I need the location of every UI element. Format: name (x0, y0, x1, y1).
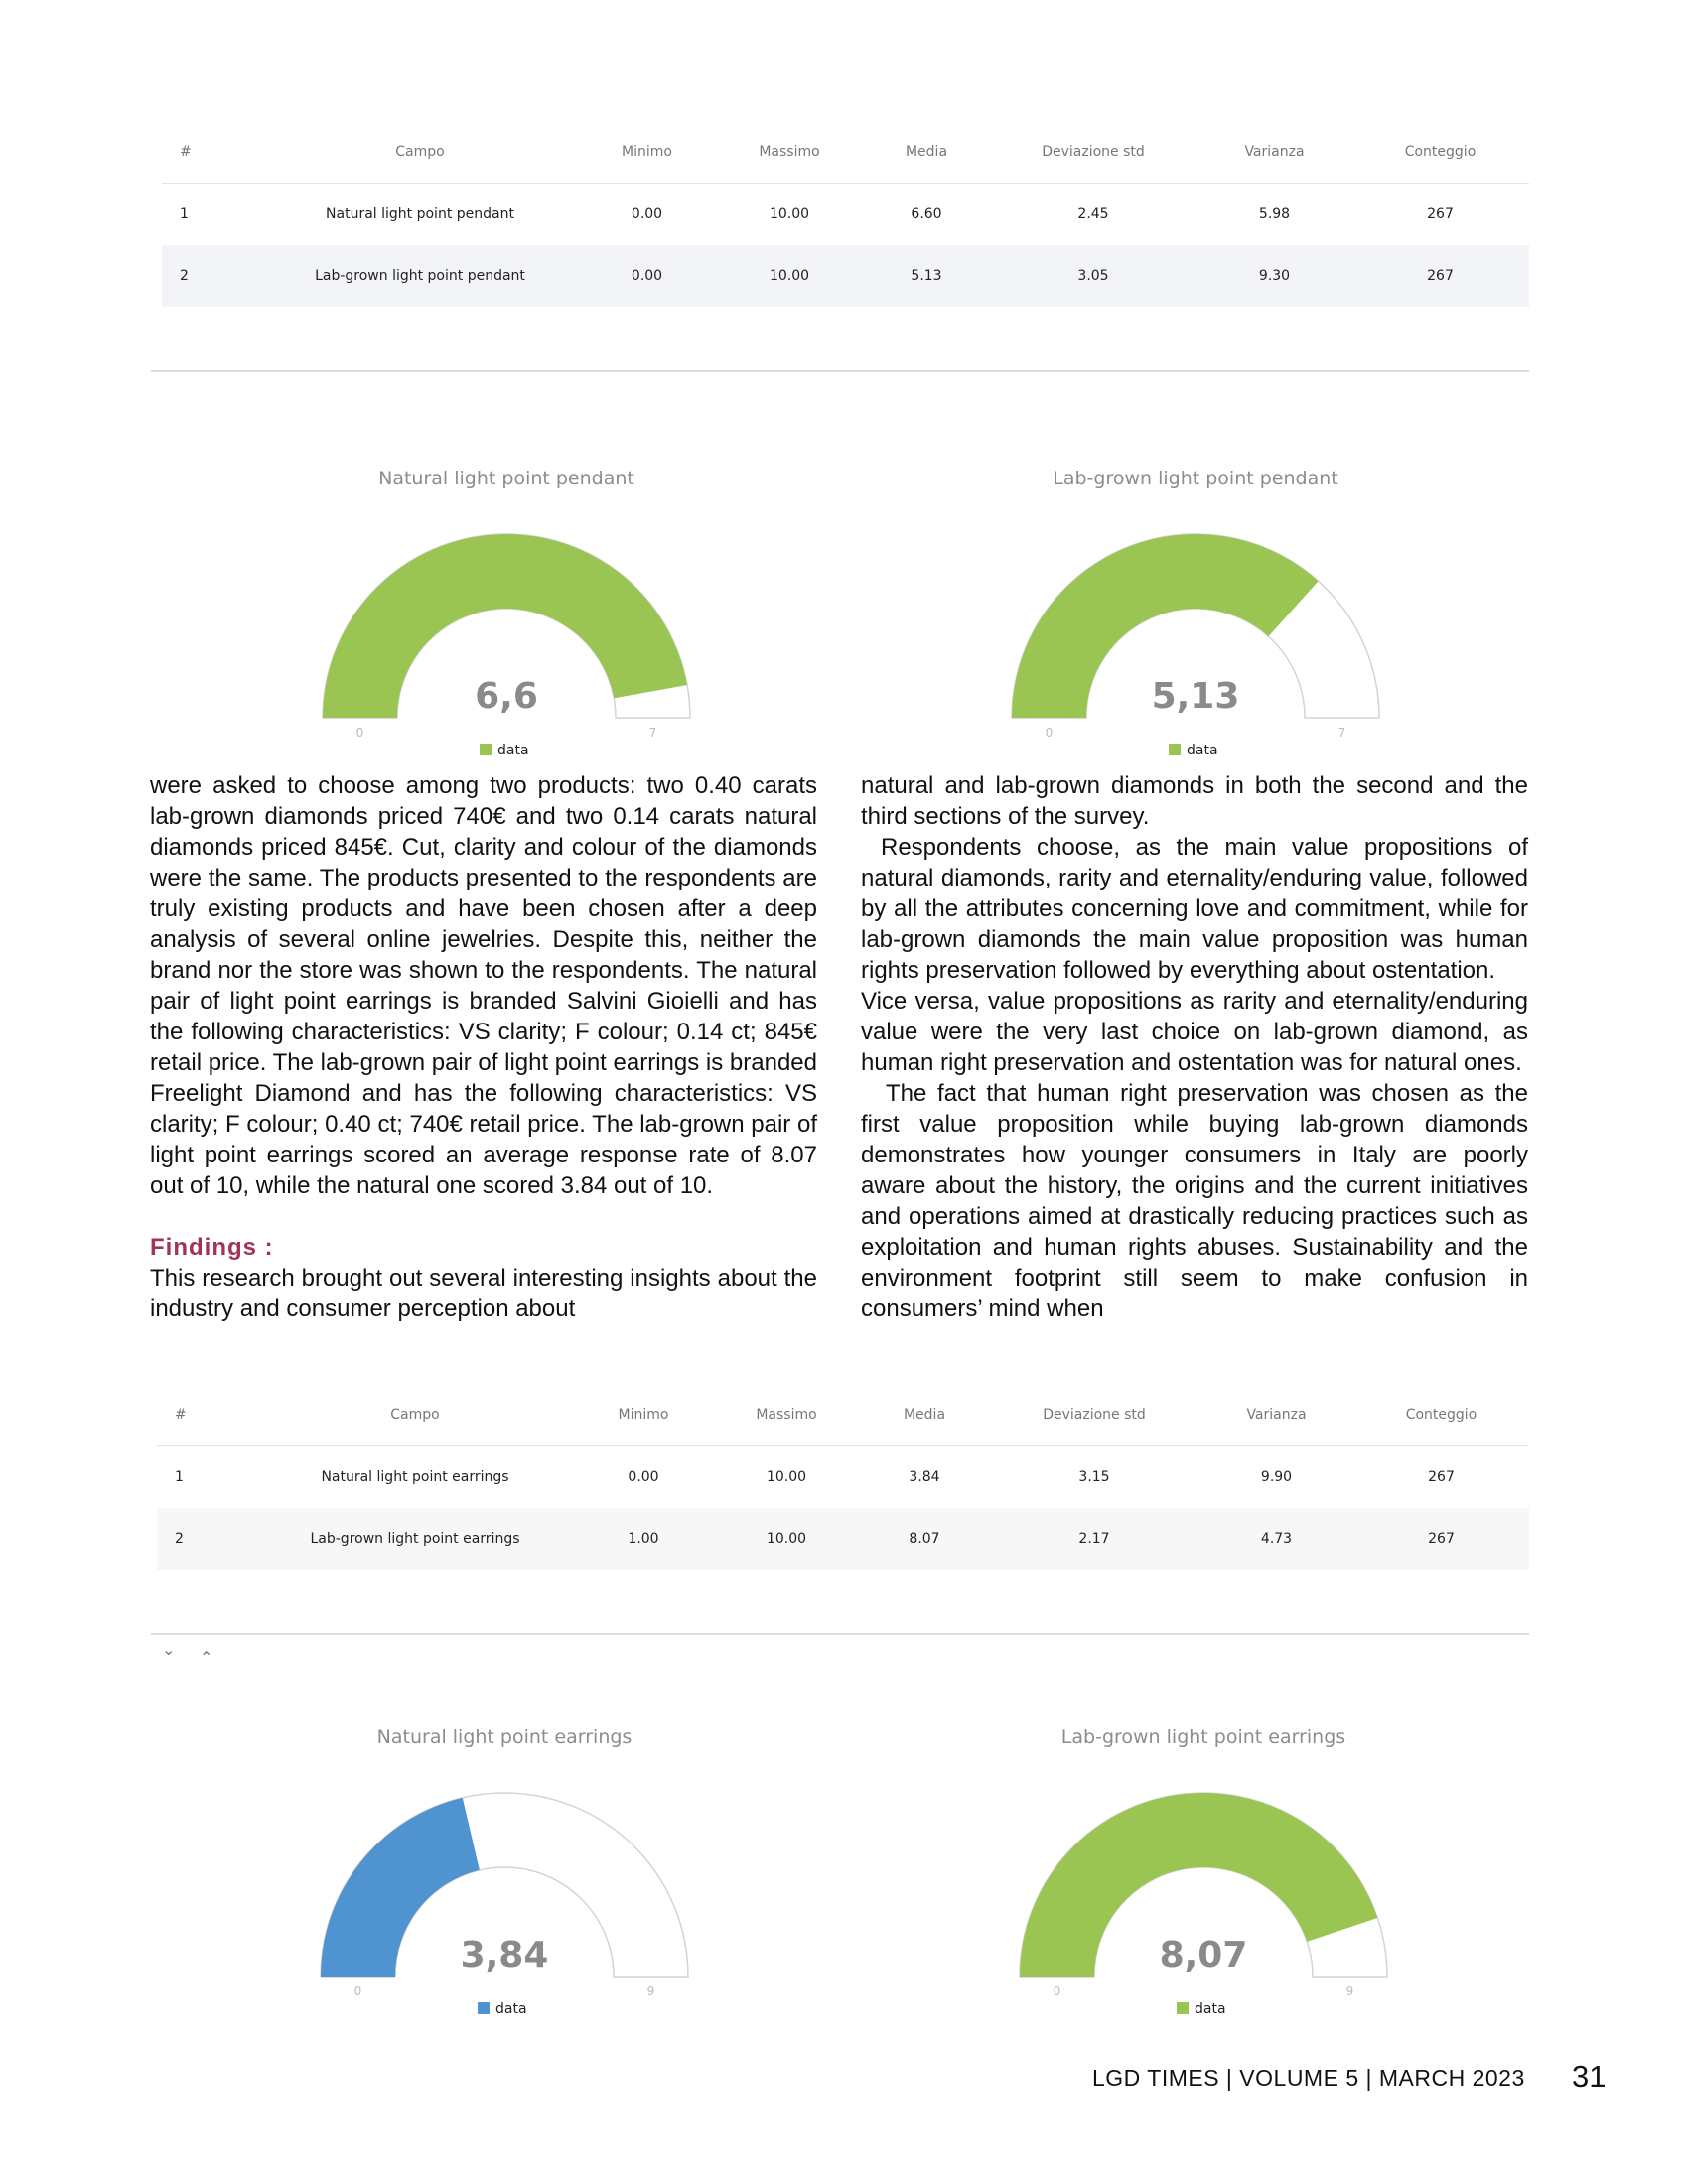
gauge-title: Natural light point earrings (376, 1726, 633, 1748)
col-header-campo: Campo (261, 121, 579, 184)
divider (151, 1633, 1529, 1635)
legend-label: data (1195, 2001, 1226, 2017)
cell: 2.17 (989, 1508, 1199, 1570)
cell: 0.00 (631, 206, 663, 222)
cell: 267 (1428, 1469, 1455, 1485)
cell: 3.05 (989, 245, 1197, 307)
paragraph: Vice versa, value propositions as rarity and eternality/enduring value were the very last choice on lab-grown diamond, as human right preservation and ostentation was for natural ones. (861, 988, 1528, 1076)
col-header-deviazione: Deviazione std (989, 1384, 1199, 1446)
cell: Lab-grown light point pendant (261, 245, 579, 307)
col-header-conteggio: Conteggio (1353, 1384, 1529, 1446)
paragraph: The fact that human right preservation was chosen as the first value proposition while buying lab-grown diamonds demonstrates how younger consumers in Italy are poorly aware about the history, the origins and the current initiatives and operations aimed at drastically reducing practices such as exploitation and human rights abuses. Sustainability and the environment footprint still seem to make confusion in consumers’ mind when (861, 1080, 1528, 1322)
cell: 1 (175, 1469, 184, 1485)
gauge-natural-pendant (298, 457, 715, 764)
text-column-left (150, 770, 817, 1324)
col-header-massimo: Massimo (715, 121, 864, 184)
col-header-minimo: Minimo (574, 1384, 713, 1446)
cell: 267 (1427, 206, 1454, 222)
col-header-index: # (157, 1384, 256, 1446)
gauge-value-label: 5,13 (1151, 676, 1240, 717)
cell: 10.00 (769, 206, 810, 222)
gauge-title: Lab-grown light point pendant (1053, 468, 1338, 489)
stats-table-pendant (162, 121, 1529, 307)
cell: Natural light point pendant (326, 206, 514, 222)
legend-swatch (480, 744, 492, 755)
legend-swatch (1169, 744, 1181, 755)
gauge-min-label: 0 (1053, 1984, 1061, 1998)
gauge-lab-grown-earrings (995, 1715, 1412, 2023)
page-number: 31 (1572, 2059, 1607, 2094)
gauge-min-label: 0 (353, 1984, 362, 1998)
gauge-min-label: 0 (355, 726, 364, 740)
gauge-value-label: 3,84 (460, 1935, 549, 1976)
col-header-minimo: Minimo (579, 121, 715, 184)
gauge-value-label: 6,6 (475, 676, 538, 717)
table-header-row (157, 1384, 1529, 1446)
paragraph: Respondents choose, as the main value propositions of natural diamonds, rarity and eternality/enduring value, followed by all the attributes concerning love and commitment, while for lab-grown diamonds the main value proposition was human rights preservation followed by everything about ostentation. (861, 834, 1528, 984)
table-row (157, 1446, 1529, 1509)
gauge-title: Natural light point pendant (378, 468, 634, 489)
col-header-media: Media (860, 1384, 989, 1446)
col-header-deviazione: Deviazione std (989, 121, 1197, 184)
paragraph: natural and lab-grown diamonds in both the second and the third sections of the survey. (861, 772, 1528, 830)
cell: 2 (162, 245, 261, 307)
cell: 267 (1353, 1508, 1529, 1570)
col-header-varianza: Varianza (1197, 121, 1351, 184)
table-row (162, 184, 1529, 246)
cell: 9.90 (1260, 1469, 1293, 1485)
cell: 10.00 (766, 1469, 807, 1485)
findings-heading: Findings : (150, 1234, 274, 1261)
paragraph: This research brought out several interesting insights about the industry and consumer perception about (150, 1265, 817, 1322)
gauge-min-label: 0 (1045, 726, 1054, 740)
text-column-right (861, 770, 1528, 1324)
legend-swatch (478, 2002, 490, 2014)
col-header-varianza: Varianza (1199, 1384, 1353, 1446)
cell: 3.15 (1078, 1469, 1110, 1485)
table-row (157, 1508, 1529, 1570)
gauge-natural-earrings (296, 1715, 713, 2023)
gauge-max-label: 7 (648, 726, 657, 740)
cell: 1 (180, 206, 189, 222)
cell: 9.30 (1197, 245, 1351, 307)
cell: 2 (157, 1508, 256, 1570)
cell: 8.07 (860, 1508, 989, 1570)
gauge-lab-grown-pendant (987, 457, 1404, 764)
cell: 10.00 (715, 245, 864, 307)
cell: 2.45 (1077, 206, 1109, 222)
cell: 267 (1351, 245, 1529, 307)
gauge-max-label: 9 (1345, 1984, 1354, 1998)
gauge-max-label: 7 (1337, 726, 1346, 740)
col-header-media: Media (864, 121, 989, 184)
gauge-max-label: 9 (646, 1984, 655, 1998)
col-header-index: # (162, 121, 261, 184)
col-header-massimo: Massimo (713, 1384, 860, 1446)
chevron-up-icon[interactable]: ⌃ (200, 1648, 213, 1667)
table-row (162, 245, 1529, 307)
divider (151, 370, 1529, 372)
cell: Lab-grown light point earrings (256, 1508, 574, 1570)
legend-label: data (1187, 743, 1218, 758)
cell: 10.00 (713, 1508, 860, 1570)
gauge-title: Lab-grown light point earrings (1060, 1726, 1346, 1748)
legend-label: data (495, 2001, 527, 2017)
legend-swatch (1177, 2002, 1189, 2014)
cell: 1.00 (574, 1508, 713, 1570)
legend-label: data (497, 743, 529, 758)
cell: Natural light point earrings (321, 1469, 509, 1485)
cell: 3.84 (909, 1469, 940, 1485)
paragraph: were asked to choose among two products: two 0.40 carats lab-grown diamonds priced 740€ and two 0.14 carats natural diamonds priced 845€. Cut, clarity and colour of the diamonds were the same. The products presented to the respondents are truly existing products and have been chosen after a deep analysis of several online jewelries. Despite this, neither the brand nor the store was shown to the respondents. The natural pair of light point earrings is branded Salvini Gioielli and has the following characteristics: VS clarity; F colour; 0.14 ct; 845€ retail price. The lab-grown pair of light point earrings is branded Freelight Diamond and has the following characteristics: VS clarity; F colour; 0.40 ct; 740€ retail price. The lab-grown pair of light point earrings scored an average response rate of 8.07 out of 10, while the natural one scored 3.84 out of 10. (150, 772, 817, 1199)
cell: 0.00 (628, 1469, 659, 1485)
cell: 5.98 (1258, 206, 1291, 222)
cell: 5.13 (864, 245, 989, 307)
cell: 6.60 (911, 206, 942, 222)
footer-publication: LGD TIMES | VOLUME 5 | MARCH 2023 (1092, 2065, 1525, 2091)
cell: 4.73 (1199, 1508, 1353, 1570)
col-header-campo: Campo (256, 1384, 574, 1446)
chevron-down-icon[interactable]: ⌄ (162, 1640, 176, 1659)
cell: 0.00 (579, 245, 715, 307)
gauge-value-label: 8,07 (1159, 1935, 1248, 1976)
stats-table-earrings (157, 1384, 1529, 1570)
col-header-conteggio: Conteggio (1351, 121, 1529, 184)
table-header-row (162, 121, 1529, 184)
